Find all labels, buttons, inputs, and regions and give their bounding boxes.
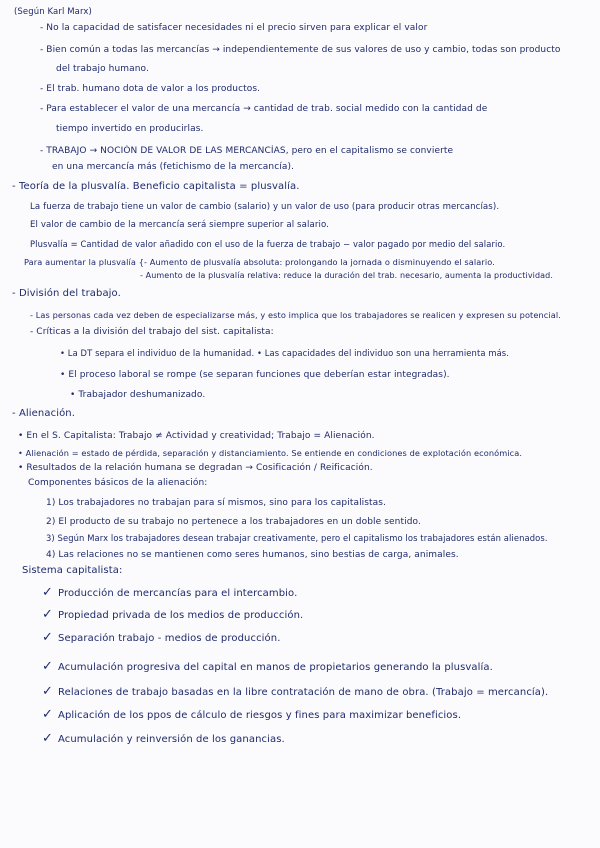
note-line-7: - TRABAJO → NOCIÓN DE VALOR DE LAS MERCANCÍAS, pero en el capitalismo se convierte	[40, 146, 454, 156]
note-line-28: 3) Según Marx los trabajadores desean trabajar creativamente, pero el capitalismo los trabajadores están alienados.	[46, 533, 548, 543]
check-icon: ✓	[42, 632, 53, 645]
checklist-text: Propiedad privada de los medios de producción.	[58, 610, 304, 621]
checklist-item-2	[42, 609, 600, 622]
note-line-19: • El proceso laboral se rompe (se separan funciones que deberían estar integradas).	[60, 370, 450, 380]
note-line-6: tiempo invertido en producirlas.	[56, 124, 204, 134]
check-icon: ✓	[42, 686, 53, 699]
checklist-text: Aplicación de los ppos de cálculo de riesgos y fines para maximizar beneficios.	[58, 710, 462, 721]
section-division-trabajo: - División del trabajo.	[12, 288, 121, 299]
note-line-10: La fuerza de trabajo tiene un valor de cambio (salario) y un valor de uso (para producir otras mercancías).	[30, 202, 500, 212]
note-line-27: 2) El producto de su trabajo no pertenece a los trabajadores en un doble sentido.	[46, 517, 421, 527]
note-line-1: - No la capacidad de satisfacer necesidades ni el precio sirven para explicar el valor	[40, 23, 428, 33]
note-line-12: Plusvalía = Cantidad de valor añadido con el uso de la fuerza de trabajo − valor pagado por medio del salario.	[30, 239, 506, 249]
checklist-item-1	[42, 587, 600, 600]
note-line-22: • En el S. Capitalista: Trabajo ≠ Actividad y creatividad; Trabajo = Alienación.	[18, 431, 375, 441]
check-icon: ✓	[42, 587, 53, 600]
note-line-23: • Alienación = estado de pérdida, separación y distanciamiento. Se entiende en condiciones de explotación económica.	[18, 448, 523, 458]
note-line-25: Componentes básicos de la alienación:	[28, 478, 208, 488]
checklist-text: Acumulación progresiva del capital en manos de propietarios generando la plusvalía.	[58, 662, 493, 673]
checklist-text: Producción de mercancías para el intercambio.	[58, 588, 298, 599]
check-icon: ✓	[42, 733, 53, 746]
checklist-item-6	[42, 709, 600, 722]
note-line-29: 4) Las relaciones no se mantienen como seres humanos, sino bestias de carga, animales.	[46, 550, 459, 560]
checklist-item-4	[42, 661, 600, 674]
note-line-26: 1) Los trabajadores no trabajan para sí mismos, sino para los capitalistas.	[46, 498, 387, 508]
note-line-11: El valor de cambio de la mercancía será siempre superior al salario.	[30, 220, 329, 230]
section-sistema-capitalista: Sistema capitalista:	[22, 565, 123, 576]
header-note: (Según Karl Marx)	[14, 7, 92, 17]
section-plusvalia: - Teoría de la plusvalía. Beneficio capitalista = plusvalía.	[12, 181, 300, 192]
note-line-20: • Trabajador deshumanizado.	[70, 390, 206, 400]
section-alienacion: - Alienación.	[12, 408, 76, 419]
note-line-18: • La DT separa el individuo de la humanidad. • Las capacidades del individuo son una herramienta más.	[60, 348, 510, 358]
note-line-2: - Bien común a todas las mercancías → independientemente de sus valores de uso y cambio, todas son producto	[40, 45, 561, 55]
checklist-item-3	[42, 632, 600, 645]
checklist-text: Relaciones de trabajo basadas en la libre contratación de mano de obra. (Trabajo = mercancía).	[58, 687, 549, 698]
note-line-16: - Las personas cada vez deben de especializarse más, y esto implica que los trabajadores se realicen y expresen su potencial.	[30, 310, 561, 320]
note-line-5: - Para establecer el valor de una mercancía → cantidad de trab. social medido con la cantidad de	[40, 104, 488, 114]
note-line-13: Para aumentar la plusvalía {- Aumento de plusvalía absoluta: prolongando la jornada o disminuyendo el salario.	[24, 257, 495, 267]
check-icon: ✓	[42, 609, 53, 622]
note-line-24: • Resultados de la relación humana se degradan → Cosificación / Reificación.	[18, 463, 373, 473]
note-line-17: - Críticas a la división del trabajo del sist. capitalista:	[30, 327, 274, 337]
checklist-text: Acumulación y reinversión de los ganancias.	[58, 734, 285, 745]
note-line-14: - Aumento de la plusvalía relativa: reduce la duración del trab. necesario, aumenta la productividad.	[140, 271, 553, 280]
checklist-text: Separación trabajo - medios de producción.	[58, 633, 281, 644]
note-line-3: del trabajo humano.	[56, 64, 149, 74]
checklist-item-7	[42, 733, 600, 746]
checklist-item-5	[42, 686, 600, 699]
check-icon: ✓	[42, 709, 53, 722]
note-line-8: en una mercancía más (fetichismo de la mercancía).	[52, 162, 295, 172]
note-line-4: - El trab. humano dota de valor a los productos.	[40, 84, 261, 94]
check-icon: ✓	[42, 661, 53, 674]
